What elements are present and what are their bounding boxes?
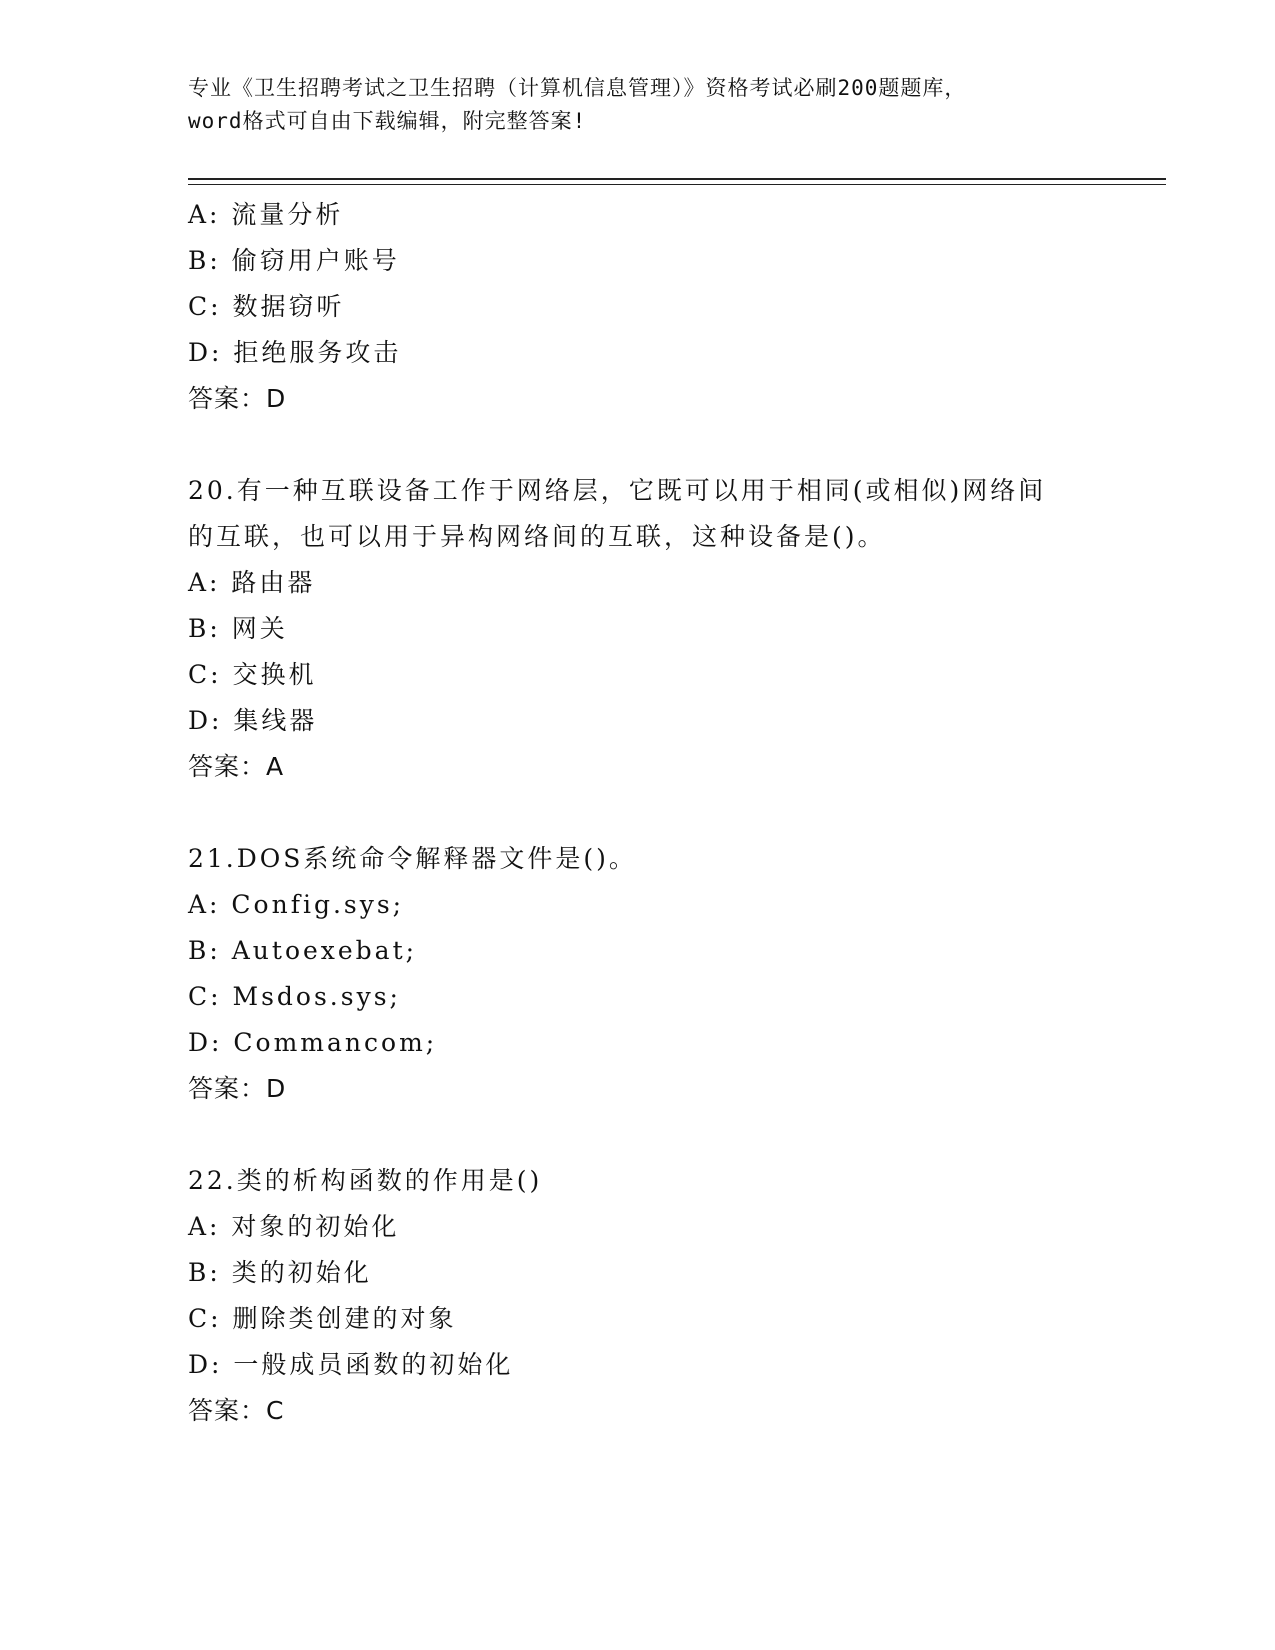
- header-line-1: 专业《卫生招聘考试之卫生招聘（计算机信息管理）》资格考试必刷200题题库，: [188, 76, 967, 100]
- option-b: B: Autoexebat;: [188, 936, 418, 965]
- question-text-line: 21.DOS系统命令解释器文件是()。: [188, 844, 637, 873]
- option-d: D: 一般成员函数的初始化: [188, 1350, 514, 1379]
- spacer: [188, 422, 1128, 468]
- option-a: A: 流量分析: [188, 200, 344, 229]
- question-list: [188, 192, 1128, 1434]
- header-divider-thin: [188, 184, 1166, 185]
- document-header: [188, 72, 1088, 138]
- question-text: [188, 468, 1128, 560]
- question-text: [188, 1158, 1128, 1204]
- answer-line: 答案：D: [188, 384, 287, 413]
- question-block-22: [188, 1158, 1128, 1434]
- option-a: A: Config.sys;: [188, 890, 405, 919]
- option-d: D: 拒绝服务攻击: [188, 338, 402, 367]
- option-d: D: Commancom;: [188, 1028, 438, 1057]
- option-d: D: 集线器: [188, 706, 318, 735]
- header-line-2: word格式可自由下载编辑，附完整答案!: [188, 109, 587, 133]
- option-a: A: 路由器: [188, 568, 316, 597]
- header-divider-thick: [188, 178, 1166, 180]
- option-b: B: 网关: [188, 614, 288, 643]
- question-block-20: [188, 468, 1128, 790]
- spacer: [188, 1112, 1128, 1158]
- option-c: C: Msdos.sys;: [188, 982, 401, 1011]
- question-text-line: 的互联，也可以用于异构网络间的互联，这种设备是()。: [188, 522, 886, 551]
- option-c: C: 数据窃听: [188, 292, 345, 321]
- option-b: B: 类的初始化: [188, 1258, 372, 1287]
- answer-line: 答案：A: [188, 752, 285, 781]
- answer-line: 答案：D: [188, 1074, 287, 1103]
- question-block-19: [188, 192, 1128, 422]
- spacer: [188, 790, 1128, 836]
- option-a: A: 对象的初始化: [188, 1212, 400, 1241]
- question-text-line: 20.有一种互联设备工作于网络层，它既可以用于相同(或相似)网络间: [188, 476, 1047, 505]
- option-c: C: 交换机: [188, 660, 317, 689]
- answer-line: 答案：C: [188, 1396, 285, 1425]
- option-b: B: 偷窃用户账号: [188, 246, 400, 275]
- question-text: [188, 836, 1128, 882]
- question-text-line: 22.类的析构函数的作用是(): [188, 1166, 543, 1195]
- question-block-21: [188, 836, 1128, 1112]
- option-c: C: 删除类创建的对象: [188, 1304, 457, 1333]
